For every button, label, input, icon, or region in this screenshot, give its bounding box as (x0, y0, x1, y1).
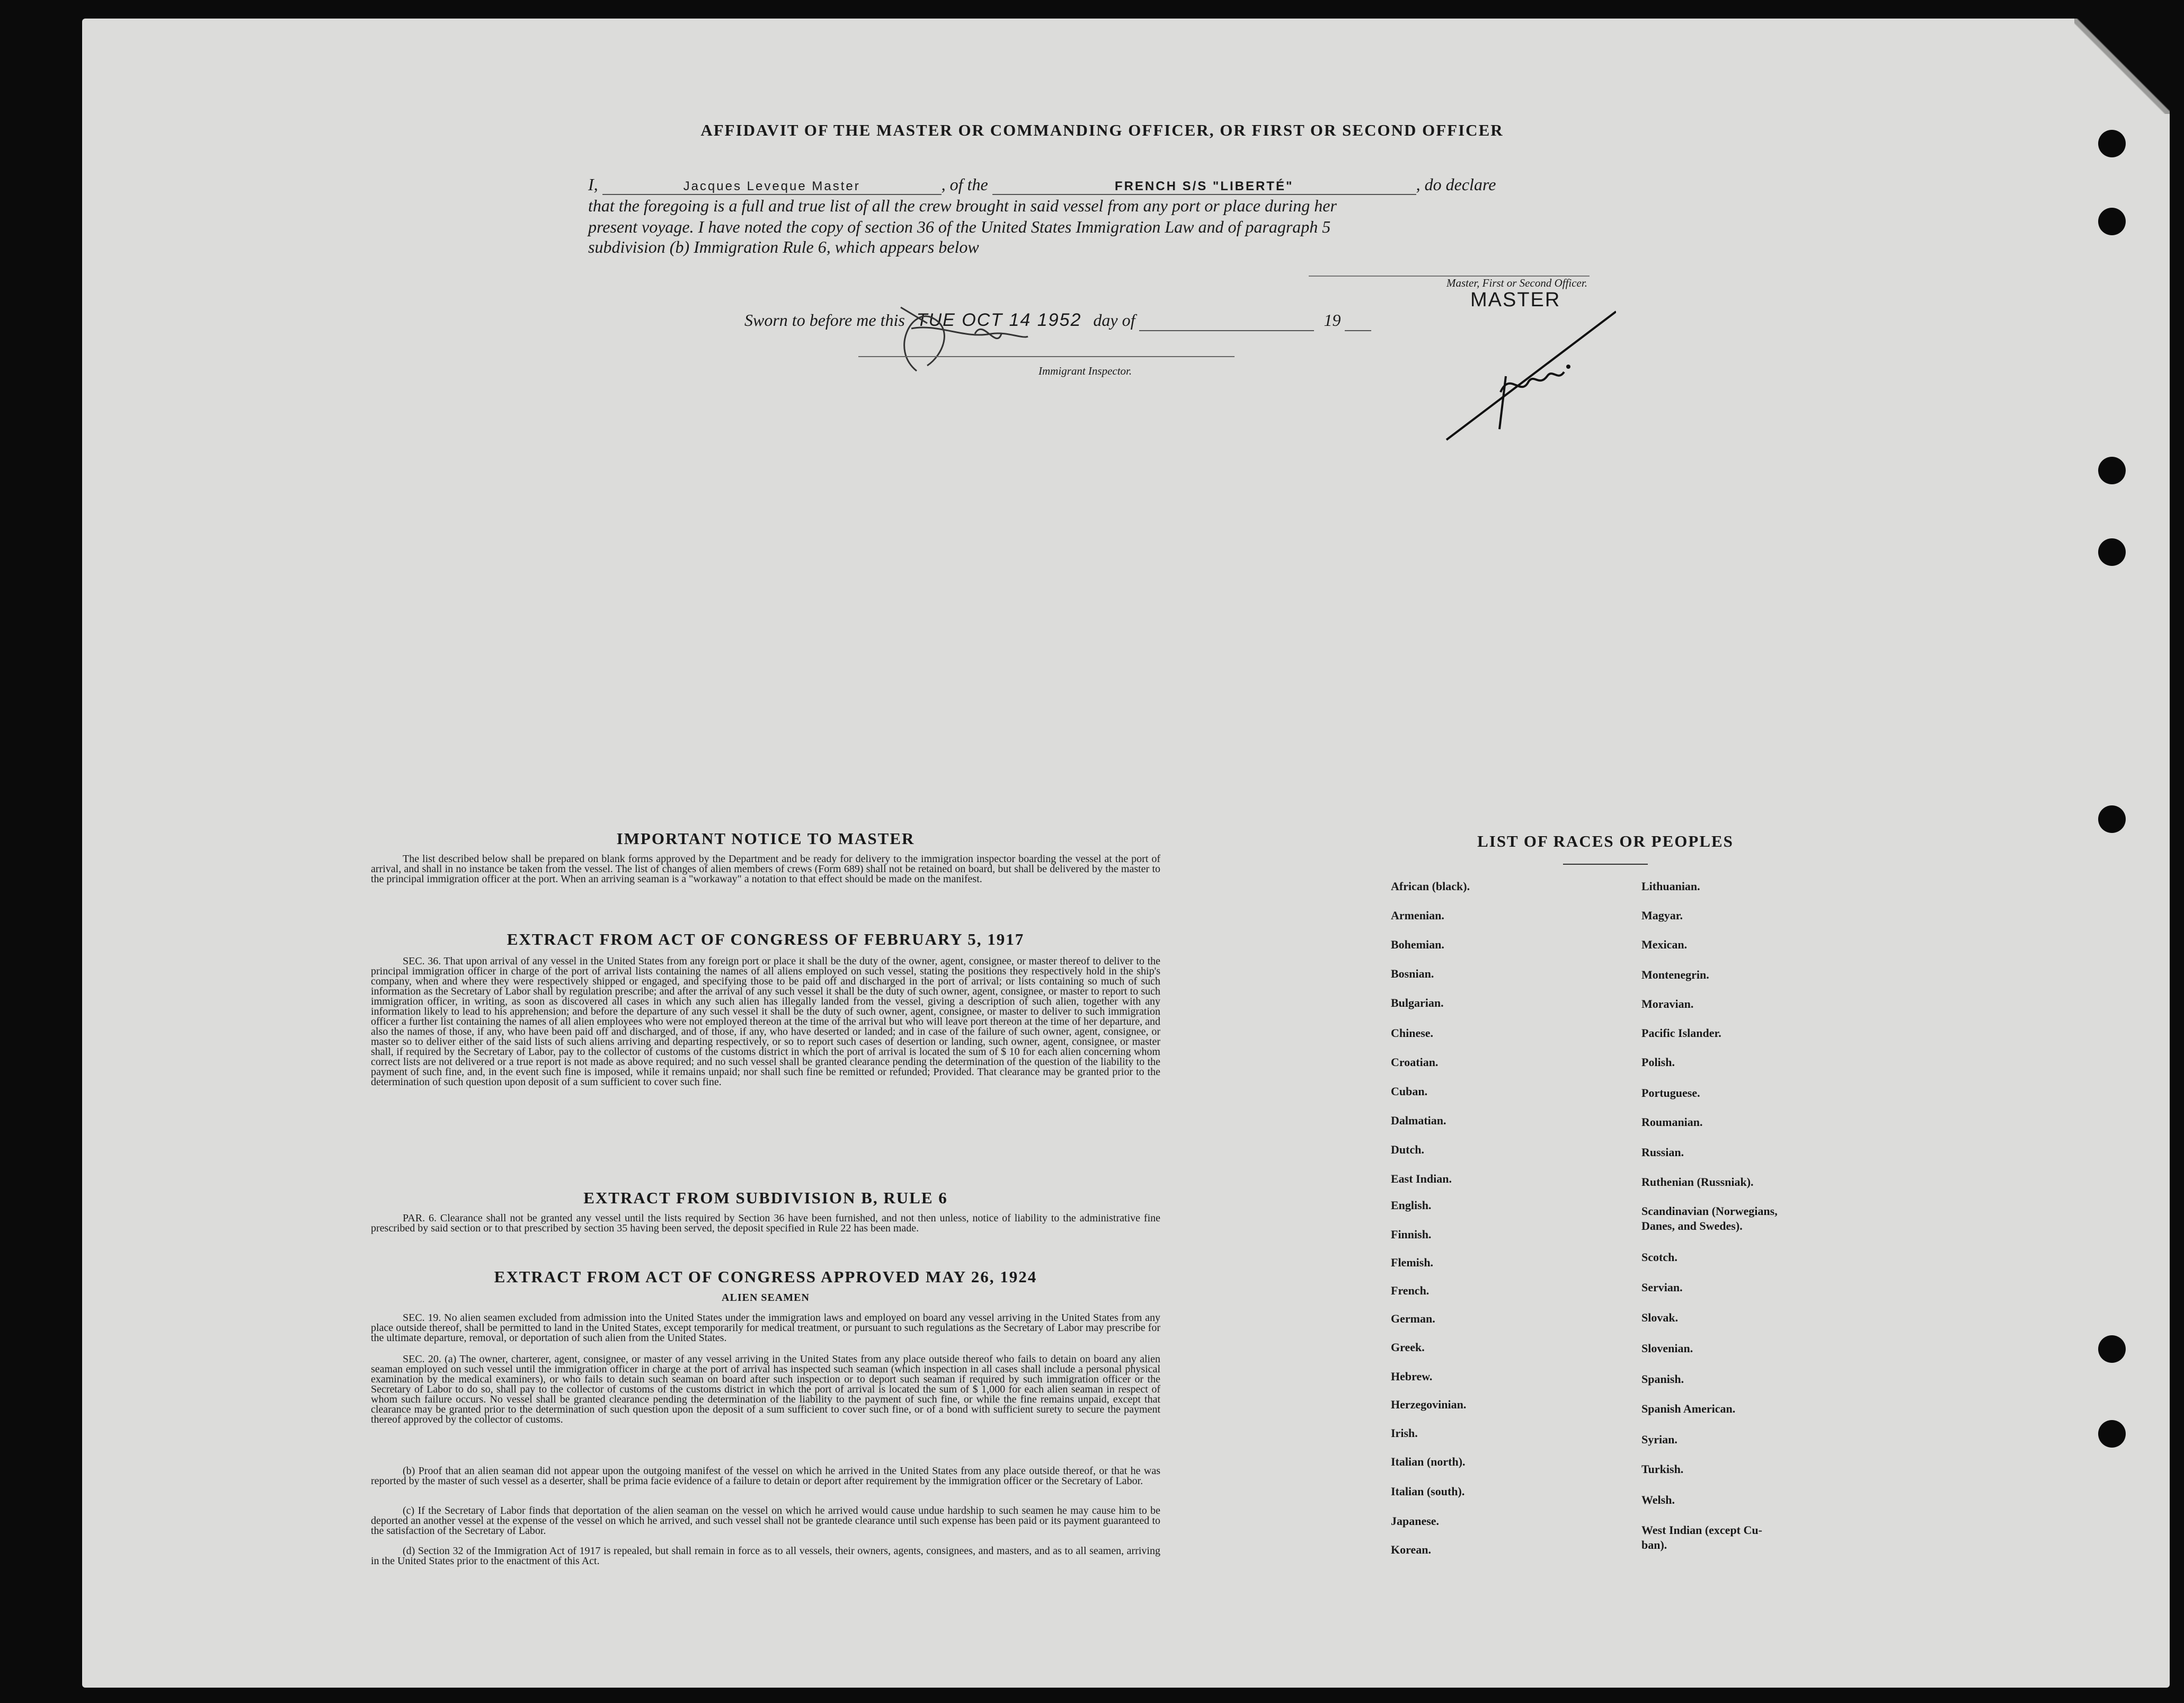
punch-hole-3 (2098, 457, 2126, 484)
extract-1924-title: EXTRACT FROM ACT OF CONGRESS APPROVED MAY 26, 1924 (494, 1267, 1037, 1286)
race-item: Moravian. (1641, 997, 1694, 1010)
race-item: Russian. (1641, 1146, 1684, 1159)
officer-label: Master, First or Second Officer. (1446, 277, 1587, 289)
race-item: Portuguese. (1641, 1086, 1700, 1099)
race-item: Syrian. (1641, 1433, 1677, 1446)
race-item: Bosnian. (1391, 967, 1434, 980)
affidavit-title: AFFIDAVIT OF THE MASTER OR COMMANDING OFFICER, OR FIRST OR SECOND OFFICER (700, 121, 1504, 139)
race-item: Greek. (1391, 1341, 1425, 1354)
race-item: Bohemian. (1391, 938, 1444, 951)
race-item: Montenegrin. (1641, 968, 1709, 981)
race-item: English. (1391, 1199, 1432, 1212)
declaration-line-2: that the foregoing is a full and true list of all the crew brought in said vessel from any port or place during her (588, 196, 1337, 215)
race-item: Irish. (1391, 1426, 1418, 1440)
race-item: Turkish. (1641, 1462, 1684, 1476)
extract-1924-sec20a: SEC. 20. (a) The owner, charterer, agent, consignee, or master of any vessel arriving in the United States from any place outside thereof who fails to detain on board any alien seaman employed on such vessel until the immigration officer in charge at the port of arrival has inspected such seaman (which inspection in all cases shall include a personal physical examination by the medical examiners), or who fails to detain such seaman on board after such inspection or to deport such seaman if required by such immigration officer or the Secretary of Labor to do so, shall pay to the collector of customs of the customs district in which the port of arrival is located the sum of $ 1,000 for each alien seaman in respect of whom such failure occurs. No vessel shall be granted clearance pending the determination of the liability to the payment of such fine, or while the fine remains unpaid, except that clearance may be granted prior to the determination of such question upon the deposit of a sum sufficient to cover such fine, or of a bond with sufficient surety to secure the payment thereof approved by the collector of customs. (371, 1353, 1160, 1425)
race-item: Mexican. (1641, 938, 1688, 951)
do-declare-text: , do declare (1416, 175, 1496, 194)
race-item: Herzegovinian. (1391, 1398, 1467, 1411)
vessel-name: FRENCH S/S "LIBERTÉ" (992, 179, 1416, 195)
race-item: Italian (north). (1391, 1455, 1466, 1468)
race-item: Chinese. (1391, 1026, 1434, 1040)
race-item: West Indian (except Cu- ban). (1641, 1523, 1762, 1551)
race-item: Italian (south). (1391, 1485, 1465, 1498)
race-item: African (black). (1391, 880, 1470, 893)
race-item: Korean. (1391, 1543, 1431, 1556)
extract-rule6-title: EXTRACT FROM SUBDIVISION B, RULE 6 (583, 1188, 948, 1207)
race-item: Servian. (1641, 1281, 1683, 1294)
folded-corner (2074, 19, 2170, 114)
punch-hole-6 (2098, 1335, 2126, 1363)
officer-stamp: MASTER (1470, 289, 1561, 311)
race-item: Finnish. (1391, 1228, 1432, 1241)
declaration-line-1 (588, 175, 1496, 195)
race-item: Scandinavian (Norwegians, Danes, and Swedes). (1641, 1204, 1778, 1232)
races-title-rule (1563, 864, 1648, 865)
extract-1917-body: SEC. 36. That upon arrival of any vessel in the United States from any foreign port or place it shall be the duty of the owner, agent, consignee, or master thereof to deliver to the principal immigration officer in charge of the port of arrival lists containing the names of all aliens employed on such vessel, stating the positions they respectively hold in the ship's company, when and where they were respectively shipped or engaged, and specifying those to be paid off and discharged in the port of arrival; or lists containing so much of such information as the Secretary of Labor shall by regulation prescribe; and after the arrival of any such vessel it shall be the duty of such owner, agent, consignee, or master to report to such immigration officer, in writing, as soon as discovered all cases in which any such alien has illegally landed from the vessel, giving a description of such alien, together with any information likely to lead to his apprehension; and before the departure of any such vessel it shall be the duty of such owner, agent, consignee, or master to deliver to such immigration officer a further list containing the names of all alien employees who were not employed thereon at the time of the arrival but who will leave port thereon at the time of her departure, and also the names of those, if any, who have been paid off and discharged, and of those, if any, who have deserted or landed; and in case of the failure of such owner, agent, consignee, or master so to deliver either of the said lists of such aliens arriving and departing respectively, or so to report such cases of desertion or landing, such owner, agent, consignee, or master shall, if required by the Secretary of Labor, pay to the collector of customs of the customs district in which the port of arrival is located the sum of $ 10 for each alien concerning whom correct lists are not delivered or a true report is not made as above required; and no such vessel shall be granted clearance pending the determination of the question of the liability to the payment of such fine, and, in the event such fine is imposed, while it remains unpaid; nor shall such fine be remitted or refunded; Provided. That clearance may be granted prior to the determination of such question upon deposit of a sum sufficient to cover such fine. (371, 955, 1160, 1088)
race-item: German. (1391, 1312, 1435, 1325)
race-item: Flemish. (1391, 1256, 1434, 1269)
races-title: LIST OF RACES OR PEOPLES (1477, 832, 1734, 850)
declaration-line-4: subdivision (b) Immigration Rule 6, which appears below (588, 237, 979, 256)
inspector-signature (869, 286, 1060, 382)
race-item: Welsh. (1641, 1493, 1675, 1506)
race-item: Japanese. (1391, 1514, 1440, 1528)
race-item: Scotch. (1641, 1250, 1677, 1264)
race-item: Spanish. (1641, 1372, 1684, 1386)
notice-body: The list described below shall be prepared on blank forms approved by the Department and be ready for delivery to the immigration inspector boarding the vessel at the port of arrival, and shall in no instance be taken from the vessel. The list of changes of alien members of crews (Form 689) shall not be retained on board, but shall be delivered by the master to the principal immigration officer at the port. When an arriving seaman is a "workaway" a notation to that effect should be made on the manifest. (371, 853, 1160, 885)
extract-rule6-body: PAR. 6. Clearance shall not be granted any vessel until the lists required by Section 36 have been furnished, and not then unless, notice of liability to the administrative fine prescribed by said section or to that prescribed by section 35 having been served, the deposit specified in Rule 22 has been made. (371, 1212, 1160, 1234)
race-item: Roumanian. (1641, 1115, 1703, 1129)
race-item: Bulgarian. (1391, 996, 1444, 1009)
race-item: Slovak. (1641, 1311, 1679, 1324)
race-item: East Indian. (1391, 1172, 1452, 1185)
master-name-handwritten: Jacques Leveque Master (602, 179, 942, 195)
extract-1924-subtitle: ALIEN SEAMEN (722, 1292, 810, 1303)
race-item: Hebrew. (1391, 1370, 1433, 1383)
punch-hole-1 (2098, 130, 2126, 157)
extract-1924-sec20d: (d) Section 32 of the Immigration Act of 1917 is repealed, but shall remain in force as to all vessels, their owners, agents, consignees, and masters, and as to all seamen, arriving in the United States prior to the enactment of this Act. (371, 1545, 1160, 1567)
date-stamp: TUE OCT 14 1952 (916, 310, 1082, 330)
punch-hole-4 (2098, 538, 2126, 566)
race-item: Pacific Islander. (1641, 1026, 1721, 1040)
extract-1924-sec20c: (c) If the Secretary of Labor finds that deportation of the alien seaman on the vessel on which he arrived would cause undue hardship to such seamen he may cause him to be deported an another vessel at the expense of the vessel on which he arrived, and such vessel shall not be grantede clearance until such expense has been paid or its payment guaranteed to the satisfaction of the Secretary of Labor. (371, 1505, 1160, 1537)
punch-hole-5 (2098, 805, 2126, 833)
punch-hole-7 (2098, 1420, 2126, 1448)
race-item: Polish. (1641, 1055, 1675, 1069)
notice-title: IMPORTANT NOTICE TO MASTER (616, 829, 915, 848)
day-of-text: day of (1093, 311, 1135, 330)
race-item: Slovenian. (1641, 1342, 1693, 1355)
sworn-prefix: Sworn to before me this (744, 311, 905, 330)
race-item: Ruthenian (Russniak). (1641, 1175, 1754, 1188)
extract-1917-title: EXTRACT FROM ACT OF CONGRESS OF FEBRUARY 5, 1917 (507, 930, 1025, 948)
race-item: Magyar. (1641, 909, 1683, 922)
race-item: Dutch. (1391, 1143, 1424, 1156)
race-item: Dalmatian. (1391, 1114, 1446, 1127)
of-the-text: , of the (941, 175, 988, 194)
race-item: Spanish American. (1641, 1402, 1736, 1415)
race-item: Armenian. (1391, 909, 1444, 922)
punch-hole-2 (2098, 208, 2126, 235)
race-item: Lithuanian. (1641, 880, 1700, 893)
declaration-line-3: present voyage. I have noted the copy of section 36 of the United States Immigration Law and of paragraph 5 (588, 217, 1331, 236)
race-item: Croatian. (1391, 1055, 1439, 1069)
master-signature (1441, 307, 1616, 445)
inspector-signature-line (858, 356, 1235, 357)
extract-1924-sec19: SEC. 19. No alien seamen excluded from admission into the United States under the immigration laws and employed on board any vessel arriving in the United States from any place outside thereof, shall be permitted to land in the United States, except temporarily for medical treatment, or pursuant to such regulations as the Secretary of Labor may prescribe for the ultimate departure, removal, or deportation of such alien from the United States. (371, 1312, 1160, 1344)
race-item: Cuban. (1391, 1085, 1428, 1098)
inspector-label: Immigrant Inspector. (1038, 365, 1132, 377)
year-prefix: 19 (1324, 311, 1341, 330)
declaration-prefix: I, (588, 175, 598, 194)
race-item: French. (1391, 1284, 1430, 1297)
extract-1924-sec20b: (b) Proof that an alien seaman did not appear upon the outgoing manifest of the vessel on which he arrived in the United States from any place outside thereof, or that he was reported by the master of such vessel as a deserter, shall be prima facie evidence of a failure to detain or deport after requirement by the immigration officer or the Secretary of Labor. (371, 1465, 1160, 1487)
